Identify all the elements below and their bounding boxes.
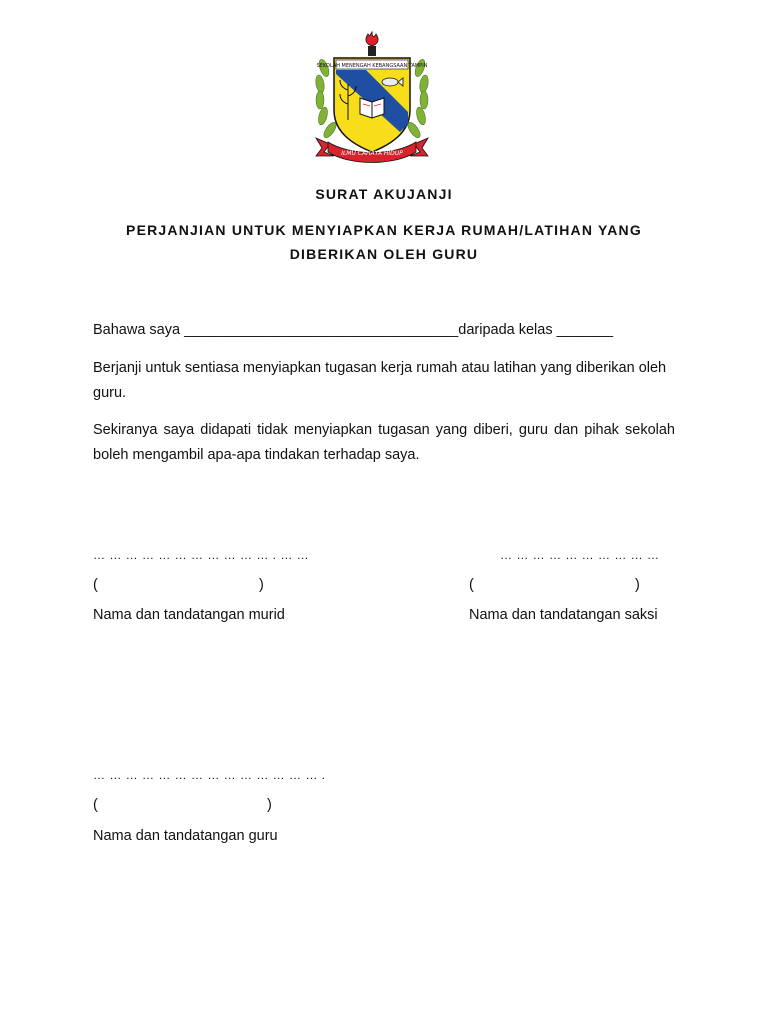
crest-top-text: SEKOLAH MENENGAH KEBANGSAAN TAMPIN (316, 63, 428, 69)
student-name-bracket: ( ) (93, 577, 264, 593)
school-crest-logo (310, 28, 434, 170)
student-signature-line: … … … … … … … … … … … . … … (93, 548, 310, 562)
teacher-signature-label: Nama dan tandatangan guru (93, 828, 278, 844)
witness-signature-label: Nama dan tandatangan saksi (469, 607, 658, 623)
crest-motto: ILMU CAHAYA HIDUP (341, 150, 403, 157)
torch-icon (366, 32, 378, 56)
subtitle-line-2: DIBERIKAN OLEH GURU (289, 246, 479, 262)
teacher-name-bracket: ( ) (93, 797, 272, 813)
pledge-paragraph: Berjanji untuk sentiasa menyiapkan tugasan kerja rumah atau latihan yang diberikan oleh guru. (93, 360, 667, 401)
consequence-paragraph: Sekiranya saya didapati tidak menyiapkan tugasan yang diberi, guru dan pihak sekolah boleh mengambil apa-apa tindakan terhadap saya. (93, 422, 675, 463)
teacher-signature-line: … … … … … … … … … … … … … … . (93, 768, 326, 782)
pledge-line-name-class: Bahawa saya __________________________________daripada kelas _______ (93, 322, 614, 338)
witness-signature-line: … … … … … … … … … … (500, 548, 660, 562)
document-title: SURAT AKUJANJI (315, 186, 453, 202)
subtitle-line-1: PERJANJIAN UNTUK MENYIAPKAN KERJA RUMAH/LATIHAN YANG (126, 222, 642, 238)
witness-name-bracket: ( ) (469, 577, 640, 593)
document-subtitle (84, 218, 684, 266)
student-signature-label: Nama dan tandatangan murid (93, 607, 285, 623)
